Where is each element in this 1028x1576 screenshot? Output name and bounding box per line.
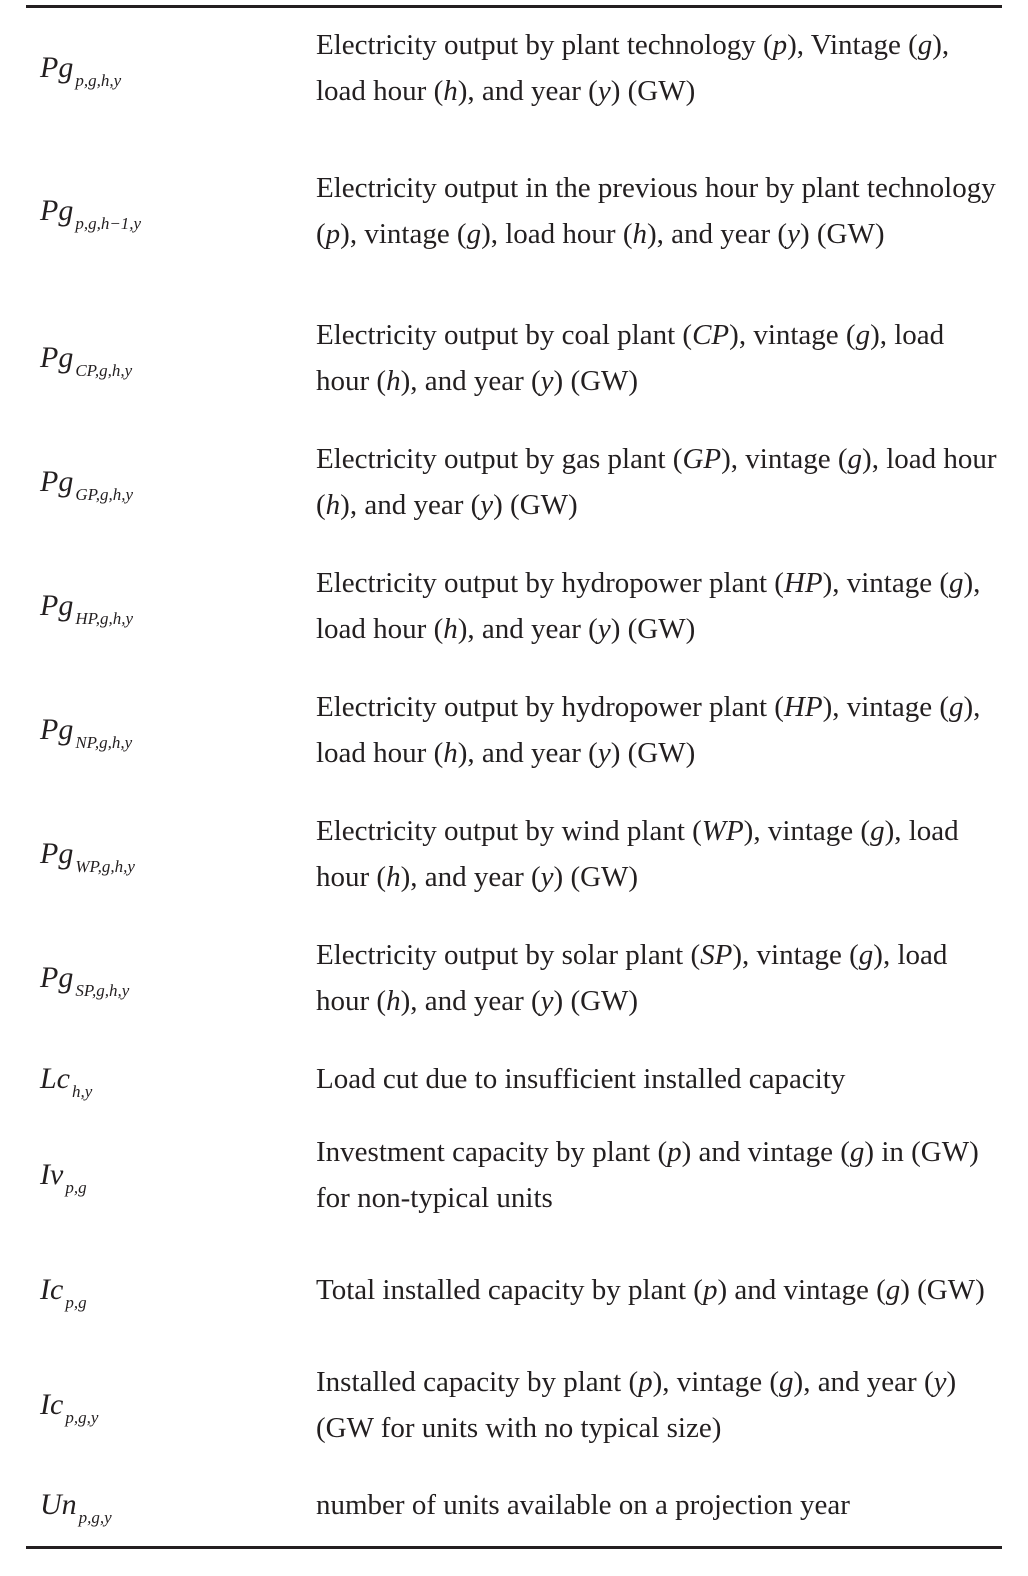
table-row — [26, 1463, 1002, 1546]
table-row — [26, 8, 1002, 127]
symbol-cell — [26, 1463, 316, 1546]
symbol-cell — [26, 668, 316, 792]
symbol-base: Ic — [40, 1272, 64, 1306]
symbol-cell — [26, 544, 316, 668]
symbol-subscript: h,y — [72, 1082, 93, 1101]
symbol-subscript: WP,g,h,y — [75, 857, 135, 876]
symbol-base: Pg — [40, 194, 74, 227]
symbol-subscript: p,g,h,y — [75, 70, 122, 90]
description-cell: number of units available on a projection year — [316, 1488, 850, 1521]
symbol-base: Lc — [40, 1062, 70, 1095]
table-row — [26, 1118, 1002, 1232]
description-cell: Total installed capacity by plant (p) and vintage (g) (GW) — [316, 1273, 985, 1306]
symbol-cell — [26, 916, 316, 1040]
description-cell: Installed capacity by plant (p), vintage (g), and year (y) (GW for units with no typical size) — [316, 1366, 957, 1444]
symbol-cell — [26, 295, 316, 420]
symbol-base: Ic — [40, 1388, 64, 1421]
symbol-subscript: p,g,y — [78, 1507, 112, 1527]
description-cell: Load cut due to insufficient installed capacity — [316, 1063, 846, 1095]
symbol-cell — [26, 127, 316, 295]
symbol-subscript: CP,g,h,y — [75, 360, 133, 380]
symbol-subscript: p,g — [65, 1292, 87, 1312]
table-row — [26, 127, 1002, 295]
symbol-cell — [26, 8, 316, 127]
table-row — [26, 916, 1002, 1040]
symbol-subscript: p,g,h−1,y — [75, 214, 142, 233]
description-cell: Electricity output by wind plant (WP), vintage (g), load hour (h), and year (y) (GW) — [316, 815, 959, 893]
description-cell: Electricity output in the previous hour by plant technology (p), vintage (g), load hour (h), and year (y) (GW) — [316, 172, 996, 250]
symbol-base: Pg — [40, 713, 74, 746]
table-row — [26, 544, 1002, 668]
symbol-subscript: NP,g,h,y — [75, 733, 133, 752]
table-row — [26, 792, 1002, 916]
table-row — [26, 1232, 1002, 1347]
description-cell: Investment capacity by plant (p) and vintage (g) in (GW) for non-typical units — [316, 1136, 979, 1214]
symbol-cell — [26, 1118, 316, 1232]
symbol-base: Pg — [40, 50, 74, 84]
symbol-cell — [26, 420, 316, 544]
description-cell: Electricity output by plant technology (p), Vintage (g), load hour (h), and year (y) (GW) — [316, 28, 950, 107]
symbol-subscript: GP,g,h,y — [75, 485, 134, 504]
symbol-cell — [26, 1347, 316, 1463]
symbol-base: Un — [40, 1487, 77, 1521]
symbol-cell — [26, 1232, 316, 1347]
symbol-subscript: SP,g,h,y — [75, 981, 130, 1000]
symbol-cell — [26, 792, 316, 916]
table-row — [26, 295, 1002, 420]
table-row — [26, 1040, 1002, 1118]
symbol-base: Pg — [40, 961, 74, 994]
symbol-base: Pg — [40, 589, 74, 622]
symbol-base: Pg — [40, 837, 74, 870]
description-cell: Electricity output by hydropower plant (HP), vintage (g), load hour (h), and year (y) (GW) — [316, 567, 981, 645]
nomenclature-table — [26, 8, 1002, 1546]
description-cell: Electricity output by hydropower plant (HP), vintage (g), load hour (h), and year (y) (GW) — [316, 691, 981, 769]
table-bottom-rule — [26, 1546, 1002, 1549]
symbol-base: Iv — [40, 1158, 64, 1191]
symbol-cell — [26, 1040, 316, 1118]
description-cell: Electricity output by solar plant (SP), vintage (g), load hour (h), and year (y) (GW) — [316, 939, 948, 1017]
symbol-base: Pg — [40, 465, 74, 498]
table-row — [26, 420, 1002, 544]
table-row — [26, 1347, 1002, 1463]
symbol-base: Pg — [40, 340, 74, 374]
description-cell: Electricity output by coal plant (CP), vintage (g), load hour (h), and year (y) (GW) — [316, 318, 945, 397]
symbol-subscript: p,g,y — [65, 1408, 99, 1427]
table-row — [26, 668, 1002, 792]
symbol-subscript: p,g — [65, 1178, 87, 1197]
nomenclature-rows — [26, 8, 1002, 1546]
description-cell: Electricity output by gas plant (GP), vintage (g), load hour (h), and year (y) (GW) — [316, 443, 997, 521]
symbol-subscript: HP,g,h,y — [75, 609, 134, 628]
